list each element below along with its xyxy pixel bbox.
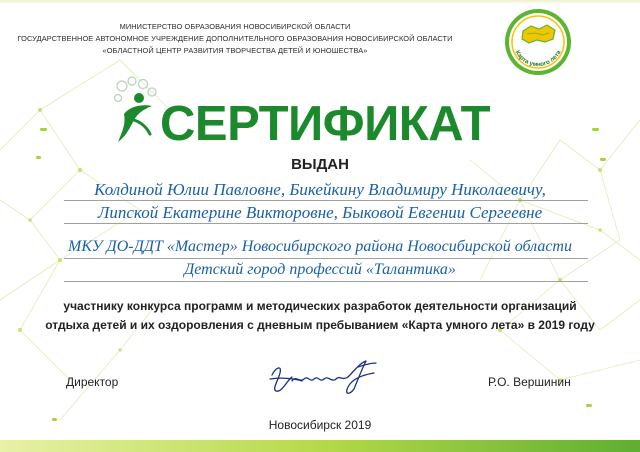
- summer-map-logo-icon: [503, 7, 573, 77]
- recipients-line-1: Колдиной Юлии Павловне, Бикейкину Владимиру Николаевичу,: [94, 180, 546, 199]
- runner-emblem-icon: [112, 76, 162, 146]
- director-role: Директор: [66, 375, 119, 389]
- description-line-1: участнику конкурса программ и методических разработок деятельности организаций: [63, 299, 577, 313]
- issued-label: ВЫДАН: [291, 156, 349, 173]
- organization-line-1: МКУ ДО-ДДТ «Мастер» Новосибирского района Новосибирской области: [68, 238, 572, 255]
- certificate-title: СЕРТИФИКАТ: [160, 97, 491, 151]
- badge-label: Карта умного лета: [513, 49, 563, 69]
- institution-name: ГОСУДАРСТВЕННОЕ АВТОНОМНОЕ УЧРЕЖДЕНИЕ ДОПОЛНИТЕЛЬНОГО ОБРАЗОВАНИЯ НОВОСИБИРСКОЙ ОБЛАСТИ: [17, 34, 453, 43]
- ministry-name: МИНИСТЕРСТВО ОБРАЗОВАНИЯ НОВОСИБИРСКОЙ ОБЛАСТИ: [119, 22, 351, 31]
- center-name: «ОБЛАСТНОЙ ЦЕНТР РАЗВИТИЯ ТВОРЧЕСТВА ДЕТЕЙ И ЮНОШЕСТВА»: [102, 46, 368, 55]
- recipients-line-2: Липской Екатерине Викторовне, Быковой Евгении Сергеевне: [97, 203, 543, 222]
- organization-line-2: Детский город профессий «Талантика»: [184, 261, 456, 278]
- description-line-2: отдыха детей и их оздоровления с дневным пребыванием «Карта умного лета» в 2019 году: [45, 318, 595, 332]
- director-name: Р.О. Вершинин: [488, 375, 571, 389]
- handwritten-signature: [262, 357, 382, 399]
- city-year: Новосибирск 2019: [268, 418, 372, 432]
